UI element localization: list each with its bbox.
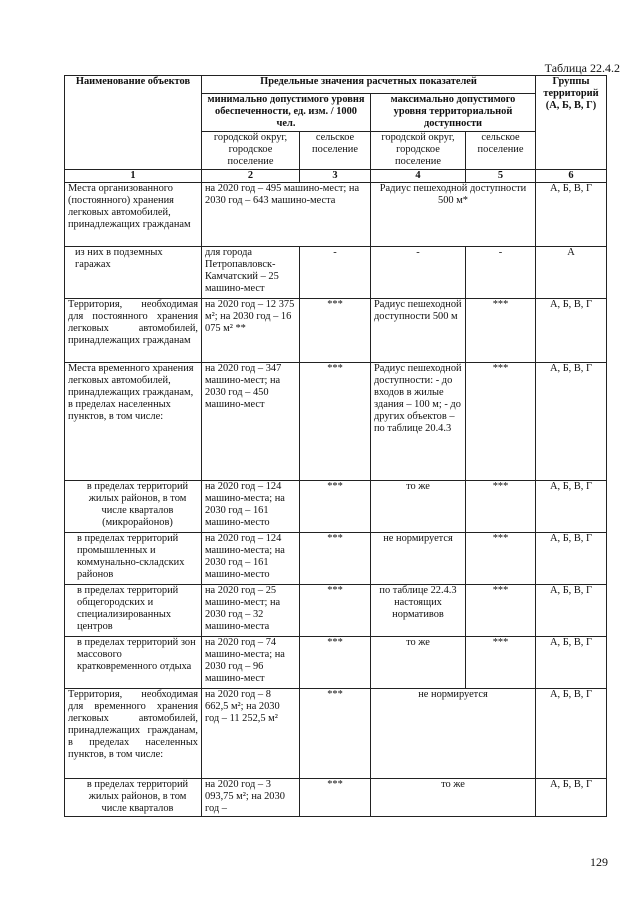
object-name: Места организованного (постоянного) хранения легковых автомобилей, принадлежащих гражданам xyxy=(65,183,202,247)
col-number: 6 xyxy=(536,170,607,183)
rural-access: - xyxy=(466,247,536,299)
object-name: Территория, необходимая для временного хранения легковых автомобилей, принадлежащих гражданам, в пределах населенных пунктов, в том числе: xyxy=(65,689,202,779)
col-number: 2 xyxy=(202,170,300,183)
object-name: в пределах территорий зон массового кратковременного отдыха xyxy=(65,637,202,689)
urban-access: Радиус пешеходной доступности: - до входов в жилые здания – 100 м; - до других объектов – по таблице 20.4.3 xyxy=(371,363,466,481)
urban-value: на 2020 год – 8 662,5 м²; на 2030 год – 11 252,5 м² xyxy=(202,689,300,779)
urban-access: по таблице 22.4.3 настоящих нормативов xyxy=(371,585,466,637)
table-row xyxy=(65,637,607,689)
rural-value: *** xyxy=(300,363,371,481)
urban-value: на 2020 год – 347 машино-мест; на 2030 год – 450 машино-мест xyxy=(202,363,300,481)
urban-value: на 2020 год – 3 093,75 м²; на 2030 год – xyxy=(202,779,300,817)
object-name: в пределах территорий промышленных и коммунально-складских районов xyxy=(65,533,202,585)
table-caption: Таблица 22.4.2 xyxy=(544,61,620,75)
table-row xyxy=(65,689,607,779)
object-name: Территория, необходимая для постоянного хранения легковых автомобилей, принадлежащих гражданам xyxy=(65,299,202,363)
object-name: в пределах территорий общегородских и специализированных центров xyxy=(65,585,202,637)
urban-access: не нормируется xyxy=(371,533,466,585)
max-level-value: то же xyxy=(371,779,536,817)
page-number: 129 xyxy=(590,855,608,869)
table-row xyxy=(65,247,607,299)
territory-groups: А, Б, В, Г xyxy=(536,779,607,817)
header-min-level: минимально допустимого уровня обеспеченности, ед. изм. / 1000 чел. xyxy=(202,94,371,132)
header-urban: городской округ, городское поселение xyxy=(202,132,300,170)
table-row xyxy=(65,363,607,481)
territory-groups: А, Б, В, Г xyxy=(536,481,607,533)
territory-groups: А, Б, В, Г xyxy=(536,689,607,779)
max-level-value: Радиус пешеходной доступности 500 м* xyxy=(371,183,536,247)
rural-access: *** xyxy=(466,533,536,585)
rural-access: *** xyxy=(466,585,536,637)
urban-value: на 2020 год – 124 машино-места; на 2030 год – 161 машино-место xyxy=(202,481,300,533)
object-name: в пределах территорий жилых районов, в том числе кварталов xyxy=(65,779,202,817)
max-level-value: не нормируется xyxy=(371,689,536,779)
rural-access: *** xyxy=(466,481,536,533)
urban-access: то же xyxy=(371,637,466,689)
rural-value: *** xyxy=(300,585,371,637)
urban-value: на 2020 год – 25 машино-мест; на 2030 год – 32 машино-места xyxy=(202,585,300,637)
rural-value: - xyxy=(300,247,371,299)
urban-value: на 2020 год – 124 машино-места; на 2030 год – 161 машино-место xyxy=(202,533,300,585)
rural-value: *** xyxy=(300,533,371,585)
table-row xyxy=(65,779,607,817)
rural-access: *** xyxy=(466,363,536,481)
territory-groups: А, Б, В, Г xyxy=(536,585,607,637)
rural-value: *** xyxy=(300,779,371,817)
header-rural: сельское поселение xyxy=(300,132,371,170)
territory-groups: А, Б, В, Г xyxy=(536,299,607,363)
territory-groups: А, Б, В, Г xyxy=(536,363,607,481)
territory-groups: А xyxy=(536,247,607,299)
urban-value: на 2020 год – 12 375 м²; на 2030 год – 16 075 м² ** xyxy=(202,299,300,363)
header-groups: Группы территорий (А, Б, В, Г) xyxy=(536,76,607,170)
object-name: Места временного хранения легковых автомобилей, принадлежащих гражданам, в пределах населенных пунктов, в том числе: xyxy=(65,363,202,481)
rural-value: *** xyxy=(300,637,371,689)
urban-access: то же xyxy=(371,481,466,533)
col-number: 5 xyxy=(466,170,536,183)
header-rural-2: сельское поселение xyxy=(466,132,536,170)
table-row xyxy=(65,585,607,637)
urban-access: Радиус пешеходной доступности 500 м xyxy=(371,299,466,363)
territory-groups: А, Б, В, Г xyxy=(536,637,607,689)
rural-access: *** xyxy=(466,637,536,689)
col-number: 1 xyxy=(65,170,202,183)
col-number: 3 xyxy=(300,170,371,183)
norms-table xyxy=(64,75,607,817)
table-row xyxy=(65,481,607,533)
object-name: в пределах территорий жилых районов, в том числе кварталов (микрорайонов) xyxy=(65,481,202,533)
header-name-col: Наименование объектов xyxy=(65,76,202,170)
table-row xyxy=(65,299,607,363)
urban-value: для города Петропавловск-Камчатский – 25 машино-мест xyxy=(202,247,300,299)
header-limit-values: Предельные значения расчетных показателей xyxy=(202,76,536,94)
urban-value: на 2020 год – 74 машино-места; на 2030 год – 96 машино-мест xyxy=(202,637,300,689)
territory-groups: А, Б, В, Г xyxy=(536,533,607,585)
table-row xyxy=(65,183,607,247)
rural-value: *** xyxy=(300,299,371,363)
table-row xyxy=(65,533,607,585)
min-level-value: на 2020 год – 495 машино-мест; на 2030 год – 643 машино-места xyxy=(202,183,371,247)
urban-access: - xyxy=(371,247,466,299)
territory-groups: А, Б, В, Г xyxy=(536,183,607,247)
rural-value: *** xyxy=(300,689,371,779)
rural-access: *** xyxy=(466,299,536,363)
col-number: 4 xyxy=(371,170,466,183)
header-max-level: максимально допустимого уровня территориальной доступности xyxy=(371,94,536,132)
object-name: из них в подземных гаражах xyxy=(65,247,202,299)
rural-value: *** xyxy=(300,481,371,533)
header-urban-2: городской округ, городское поселение xyxy=(371,132,466,170)
